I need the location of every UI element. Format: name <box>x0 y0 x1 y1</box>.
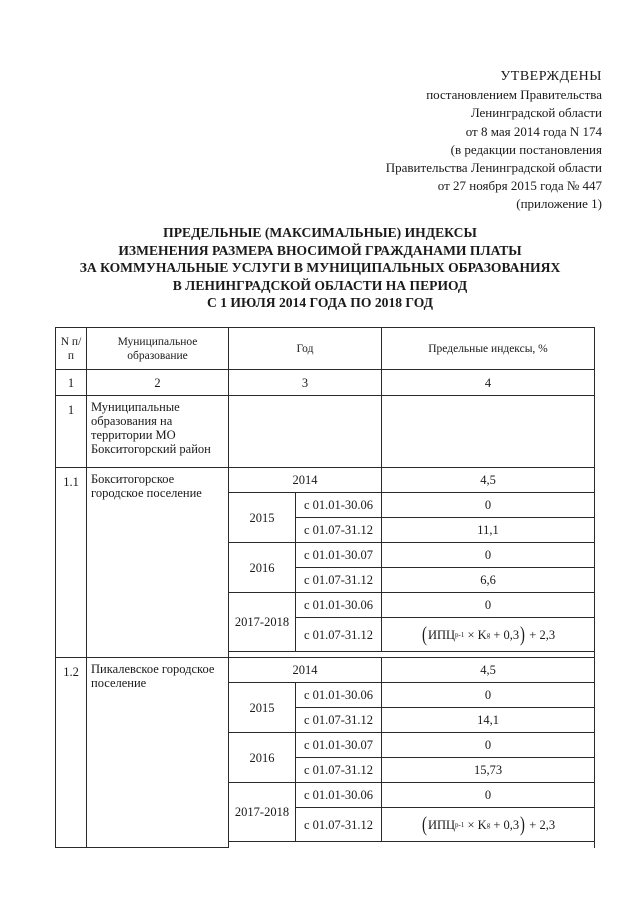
column-number-row <box>56 370 595 396</box>
indices-table <box>55 327 595 848</box>
year-cell: 2014 <box>229 468 382 493</box>
period-cell: с 01.07-31.12 <box>296 808 382 842</box>
period-cell: с 01.01-30.06 <box>296 783 382 808</box>
year-cell: 2016 <box>229 733 296 783</box>
period-cell: с 01.07-31.12 <box>296 708 382 733</box>
document-title <box>40 224 600 312</box>
index-value: 4,5 <box>382 658 595 683</box>
column-number: 1 <box>56 370 87 396</box>
formula-close: ) <box>520 812 526 836</box>
column-number: 2 <box>87 370 229 396</box>
title-line: С 1 ИЮЛЯ 2014 ГОДА ПО 2018 ГОД <box>206 295 433 311</box>
period-cell: с 01.01-30.06 <box>296 493 382 518</box>
header-row <box>56 328 595 370</box>
index-formula <box>382 808 595 842</box>
approval-line: постановлением Правительства <box>426 87 602 103</box>
entity-num: 1.2 <box>56 658 87 848</box>
approval-title: УТВЕРЖДЕНЫ <box>500 69 602 84</box>
approval-line: Ленинградской области <box>470 105 602 121</box>
entity-name: Пикалевское городское поселение <box>87 658 229 848</box>
formula-sub: p-1 <box>455 820 465 829</box>
period-cell: с 01.07-31.12 <box>296 618 382 652</box>
period-cell: с 01.01-30.06 <box>296 593 382 618</box>
group-year-cell <box>229 396 382 468</box>
period-cell: с 01.07-31.12 <box>296 758 382 783</box>
index-value: 4,5 <box>382 468 595 493</box>
formula-open: ( <box>421 622 427 646</box>
formula-sub: g <box>486 630 491 639</box>
group-row <box>56 396 595 468</box>
formula-plus: + 0,3 <box>493 627 520 642</box>
period-cell: с 01.01-30.06 <box>296 683 382 708</box>
formula-close: ) <box>520 622 526 646</box>
formula <box>421 814 555 835</box>
formula-text: ИПЦ <box>427 627 456 642</box>
entity-name: Бокситогорское городское поселение <box>87 468 229 658</box>
spacer-cell <box>229 842 595 848</box>
approval-line: от 8 мая 2014 года N 174 <box>465 123 602 139</box>
index-value: 0 <box>382 733 595 758</box>
column-number: 3 <box>229 370 382 396</box>
formula-open: ( <box>421 812 427 836</box>
year-cell: 2015 <box>229 683 296 733</box>
year-cell: 2017-2018 <box>229 783 296 842</box>
approval-line: (в редакции постановления <box>450 141 602 157</box>
index-value: 0 <box>382 683 595 708</box>
group-num: 1 <box>56 396 87 468</box>
index-value: 11,1 <box>382 518 595 543</box>
approval-line: Правительства Ленинградской области <box>385 160 602 176</box>
entity-num: 1.1 <box>56 468 87 658</box>
period-cell: с 01.07-31.12 <box>296 518 382 543</box>
table-row <box>56 468 595 493</box>
period-cell: с 01.01-30.07 <box>296 733 382 758</box>
approval-line: (приложение 1) <box>516 196 602 212</box>
header-municipality: Муниципальное образование <box>87 328 229 370</box>
title-line: ПРЕДЕЛЬНЫЕ (МАКСИМАЛЬНЫЕ) ИНДЕКСЫ <box>163 225 477 240</box>
group-index-cell <box>382 396 595 468</box>
group-name: Муниципальные образования на территории МО Бокситогорский район <box>87 396 229 468</box>
column-number: 4 <box>382 370 595 396</box>
formula-times: × K <box>467 817 487 832</box>
formula-tail: + 2,3 <box>529 817 556 832</box>
approval-line: от 27 ноября 2015 года № 447 <box>437 178 602 194</box>
approval-stamp <box>302 68 602 214</box>
formula-tail: + 2,3 <box>529 627 556 642</box>
year-cell: 2016 <box>229 543 296 593</box>
index-value: 0 <box>382 543 595 568</box>
index-value: 6,6 <box>382 568 595 593</box>
title-line: В ЛЕНИНГРАДСКОЙ ОБЛАСТИ НА ПЕРИОД <box>172 277 468 293</box>
period-cell: с 01.01-30.07 <box>296 543 382 568</box>
formula-sub: p-1 <box>455 630 465 639</box>
index-value: 14,1 <box>382 708 595 733</box>
index-value: 0 <box>382 783 595 808</box>
formula-plus: + 0,3 <box>493 817 520 832</box>
header-year: Год <box>229 328 382 370</box>
title-line: ЗА КОММУНАЛЬНЫЕ УСЛУГИ В МУНИЦИПАЛЬНЫХ ОБРАЗОВАНИЯХ <box>79 260 561 276</box>
index-value: 15,73 <box>382 758 595 783</box>
period-cell: с 01.07-31.12 <box>296 568 382 593</box>
year-cell: 2015 <box>229 493 296 543</box>
header-index: Предельные индексы, % <box>382 328 595 370</box>
formula <box>421 624 555 645</box>
formula-sub: g <box>486 820 491 829</box>
header-num: N п/п <box>56 328 87 370</box>
index-value: 0 <box>382 593 595 618</box>
year-cell: 2017-2018 <box>229 593 296 652</box>
title-line: ИЗМЕНЕНИЯ РАЗМЕРА ВНОСИМОЙ ГРАЖДАНАМИ ПЛАТЫ <box>118 242 522 258</box>
year-cell: 2014 <box>229 658 382 683</box>
table-row <box>56 658 595 683</box>
index-value: 0 <box>382 493 595 518</box>
formula-times: × K <box>467 627 487 642</box>
index-formula <box>382 618 595 652</box>
formula-text: ИПЦ <box>427 817 456 832</box>
